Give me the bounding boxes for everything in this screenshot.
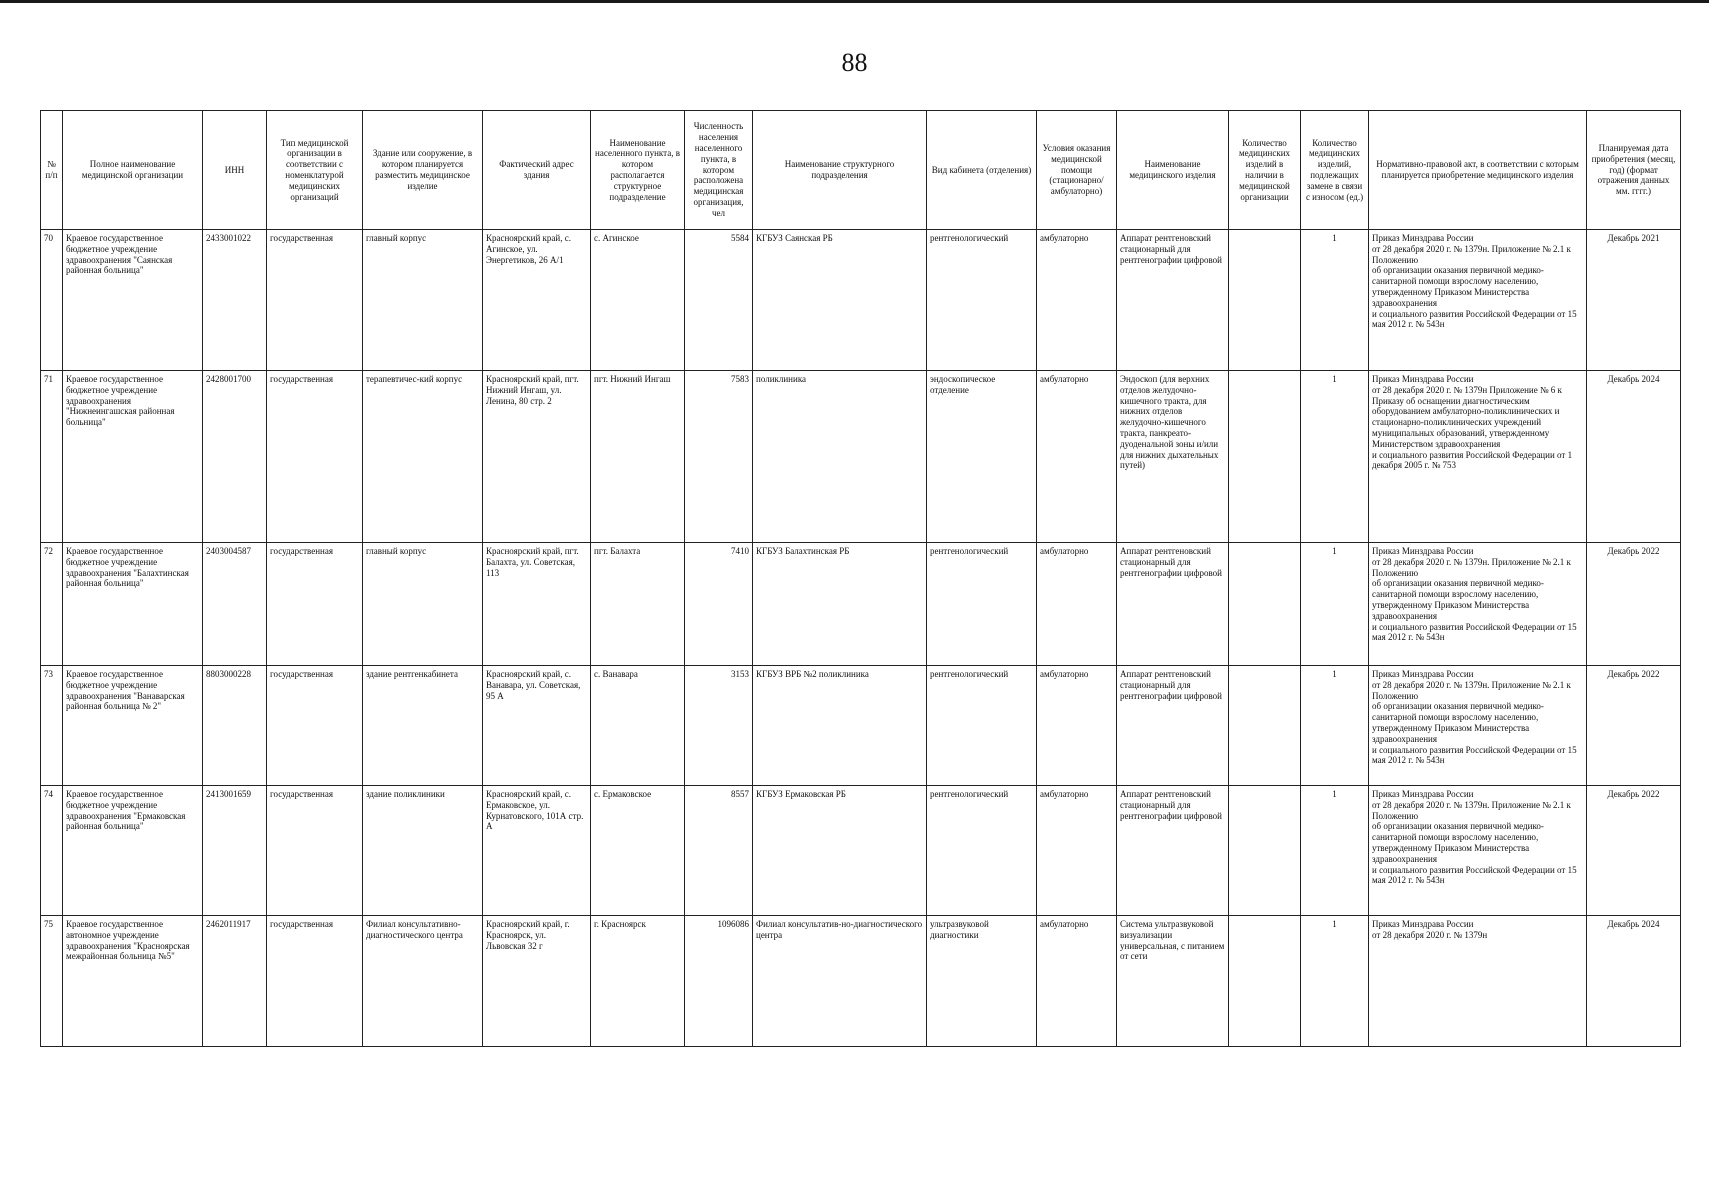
cell-date: Декабрь 2024 [1587,916,1681,1047]
cell-device: Аппарат рентгеновский стационарный для рентгенографии цифровой [1117,786,1229,916]
cell-locality: пгт. Балахта [591,543,685,666]
cell-conditions: амбулаторно [1037,666,1117,786]
cell-date: Декабрь 2022 [1587,543,1681,666]
cell-org: Краевое государственное бюджетное учреждение здравоохранения "Балахтинская районная больница" [63,543,203,666]
col-header: Количество медицинских изделий в наличии в медицинской организации [1229,111,1301,230]
cell-replace: 1 [1301,543,1369,666]
table-row [41,230,1681,371]
cell-inn: 2413001659 [203,786,267,916]
cell-available [1229,916,1301,1047]
cell-population: 7410 [685,543,753,666]
cell-num: 72 [41,543,63,666]
col-header: Вид кабинета (отделения) [927,111,1037,230]
cell-available [1229,230,1301,371]
cell-inn: 2428001700 [203,371,267,543]
cell-act: Приказ Минздрава России от 28 декабря 2020 г. № 1379н. Приложение № 2.1 к Положению об организации оказания первичной медико-санитарной помощи взрослому населению, утвержденному Приказом Министерства здравоохранения и социального развития Российской Федерации от 15 мая 2012 г. № 543н [1369,543,1587,666]
cell-act: Приказ Минздрава России от 28 декабря 2020 г. № 1379н Приложение № 6 к Приказу об оснащении диагностическим оборудованием амбулаторно-поликлинических и стационарно-поликлинических учреждений муниципальных образований, утвержденному Министерством здравоохранения и социального развития Российской Федерации от 1 декабря 2005 г. № 753 [1369,371,1587,543]
cell-type: государственная [267,230,363,371]
col-header: Наименование населенного пункта, в котором располагается структурное подразделение [591,111,685,230]
col-header: ИНН [203,111,267,230]
cell-locality: пгт. Нижний Ингаш [591,371,685,543]
cell-available [1229,543,1301,666]
cell-type: государственная [267,371,363,543]
cell-replace: 1 [1301,371,1369,543]
cell-conditions: амбулаторно [1037,916,1117,1047]
cell-unit: КГБУЗ ВРБ №2 поликлиника [753,666,927,786]
cell-conditions: амбулаторно [1037,543,1117,666]
cell-population: 1096086 [685,916,753,1047]
cell-unit: КГБУЗ Ермаковская РБ [753,786,927,916]
cell-replace: 1 [1301,786,1369,916]
cell-num: 75 [41,916,63,1047]
cell-inn: 2403004587 [203,543,267,666]
col-header: Фактический адрес здания [483,111,591,230]
cell-unit: поликлиника [753,371,927,543]
cell-building: главный корпус [363,230,483,371]
table-row [41,666,1681,786]
col-header: № п/п [41,111,63,230]
cell-num: 73 [41,666,63,786]
cell-address: Красноярский край, пгт. Балахта, ул. Советская, 113 [483,543,591,666]
cell-unit: Филиал консультатив-но-диагностического центра [753,916,927,1047]
col-header: Численность населения населенного пункта, в котором расположена медицинская организация, чел [685,111,753,230]
cell-address: Красноярский край, с. Агинское, ул. Энергетиков, 26 А/1 [483,230,591,371]
cell-building: здание рентгенкабинета [363,666,483,786]
cell-available [1229,786,1301,916]
col-header: Здание или сооружение, в котором планируется разместить медицинское изделие [363,111,483,230]
cell-replace: 1 [1301,916,1369,1047]
cell-cabinet: ультразвуковой диагностики [927,916,1037,1047]
cell-conditions: амбулаторно [1037,786,1117,916]
cell-locality: с. Ермаковское [591,786,685,916]
cell-locality: г. Красноярск [591,916,685,1047]
cell-population: 5584 [685,230,753,371]
cell-device: Аппарат рентгеновский стационарный для рентгенографии цифровой [1117,666,1229,786]
cell-device: Аппарат рентгеновский стационарный для рентгенографии цифровой [1117,543,1229,666]
col-header: Планируемая дата приобретения (месяц, год) (формат отражения данных мм. гггг.) [1587,111,1681,230]
cell-inn: 8803000228 [203,666,267,786]
cell-device: Аппарат рентгеновский стационарный для рентгенографии цифровой [1117,230,1229,371]
cell-date: Декабрь 2022 [1587,666,1681,786]
cell-replace: 1 [1301,230,1369,371]
cell-act: Приказ Минздрава России от 28 декабря 2020 г. № 1379н. Приложение № 2.1 к Положению об организации оказания первичной медико-санитарной помощи взрослому населению, утвержденному Приказом Министерства здравоохранения и социального развития Российской Федерации от 15 мая 2012 г. № 543н [1369,666,1587,786]
cell-building: здание поликлиники [363,786,483,916]
cell-unit: КГБУЗ Балахтинская РБ [753,543,927,666]
cell-inn: 2462011917 [203,916,267,1047]
col-header: Нормативно-правовой акт, в соответствии с которым планируется приобретение медицинского изделия [1369,111,1587,230]
cell-date: Декабрь 2021 [1587,230,1681,371]
cell-act: Приказ Минздрава России от 28 декабря 2020 г. № 1379н. Приложение № 2.1 к Положению об организации оказания первичной медико-санитарной помощи взрослому населению, утвержденному Приказом Министерства здравоохранения и социального развития Российской Федерации от 15 мая 2012 г. № 543н [1369,230,1587,371]
table-row [41,916,1681,1047]
col-header: Полное наименование медицинской организации [63,111,203,230]
col-header: Количество медицинских изделий, подлежащих замене в связи с износом (ед.) [1301,111,1369,230]
cell-address: Красноярский край, пгт. Нижний Ингаш, ул. Ленина, 80 стр. 2 [483,371,591,543]
cell-device: Эндоскоп (для верхних отделов желудочно-кишечного тракта, для нижних отделов желудочно-кишечного тракта, панкреато-дуоденальной зоны и/или для нижних дыхательных путей) [1117,371,1229,543]
cell-cabinet: рентгенологический [927,543,1037,666]
cell-building: главный корпус [363,543,483,666]
cell-cabinet: рентгенологический [927,786,1037,916]
table-row [41,786,1681,916]
cell-cabinet: рентгенологический [927,666,1037,786]
cell-address: Красноярский край, с. Ванавара, ул. Советская, 95 А [483,666,591,786]
table-row [41,543,1681,666]
equipment-table-container [40,110,1680,1047]
cell-building: терапевтичес-кий корпус [363,371,483,543]
cell-org: Краевое государственное бюджетное учреждение здравоохранения "Саянская районная больница" [63,230,203,371]
cell-conditions: амбулаторно [1037,371,1117,543]
cell-building: Филиал консультативно-диагностического центра [363,916,483,1047]
cell-available [1229,371,1301,543]
cell-cabinet: рентгенологический [927,230,1037,371]
cell-available [1229,666,1301,786]
cell-unit: КГБУЗ Саянская РБ [753,230,927,371]
equipment-table [40,110,1681,1047]
cell-inn: 2433001022 [203,230,267,371]
cell-population: 8557 [685,786,753,916]
cell-org: Краевое государственное бюджетное учреждение здравоохранения "Ванаварская районная больница № 2" [63,666,203,786]
col-header: Наименование структурного подразделения [753,111,927,230]
cell-org: Краевое государственное автономное учреждение здравоохранения "Красноярская межрайонная больница №5" [63,916,203,1047]
cell-date: Декабрь 2022 [1587,786,1681,916]
table-row [41,371,1681,543]
cell-num: 70 [41,230,63,371]
cell-num: 71 [41,371,63,543]
cell-locality: с. Агинское [591,230,685,371]
cell-org: Краевое государственное бюджетное учреждение здравоохранения "Нижнеингашская районная больница" [63,371,203,543]
cell-org: Краевое государственное бюджетное учреждение здравоохранения "Ермаковская районная больница" [63,786,203,916]
col-header: Наименование медицинского изделия [1117,111,1229,230]
cell-type: государственная [267,916,363,1047]
cell-address: Красноярский край, г. Красноярск, ул. Львовская 32 г [483,916,591,1047]
col-header: Тип медицинской организации в соответствии с номенклатурой медицинских организаций [267,111,363,230]
cell-num: 74 [41,786,63,916]
col-header: Условия оказания медицинской помощи (стационарно/амбулаторно) [1037,111,1117,230]
table-header-row [41,111,1681,230]
cell-locality: с. Ванавара [591,666,685,786]
cell-type: государственная [267,786,363,916]
cell-act: Приказ Минздрава России от 28 декабря 2020 г. № 1379н. Приложение № 2.1 к Положению об организации оказания первичной медико-санитарной помощи взрослому населению, утвержденному Приказом Министерства здравоохранения и социального развития Российской Федерации от 15 мая 2012 г. № 543н [1369,786,1587,916]
cell-conditions: амбулаторно [1037,230,1117,371]
cell-address: Красноярский край, с. Ермаковское, ул. Курнатовского, 101А стр. А [483,786,591,916]
cell-type: государственная [267,666,363,786]
cell-cabinet: эндоскопическое отделение [927,371,1037,543]
cell-date: Декабрь 2024 [1587,371,1681,543]
cell-population: 3153 [685,666,753,786]
page-number: 88 [841,48,868,77]
cell-population: 7583 [685,371,753,543]
cell-replace: 1 [1301,666,1369,786]
cell-act: Приказ Минздрава России от 28 декабря 2020 г. № 1379н [1369,916,1587,1047]
cell-device: Система ультразвуковой визуализации универсальная, с питанием от сети [1117,916,1229,1047]
top-border-rule [0,0,1709,3]
cell-type: государственная [267,543,363,666]
